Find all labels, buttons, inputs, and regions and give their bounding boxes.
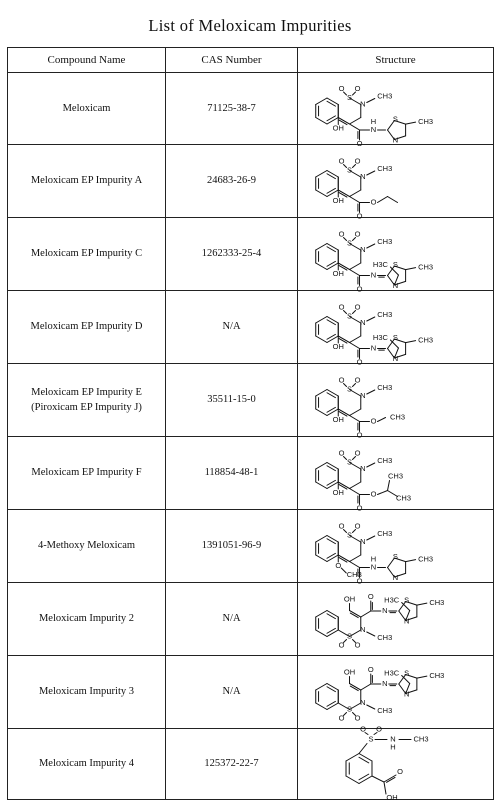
- atom-label: N: [359, 390, 365, 400]
- atom-label: N: [359, 624, 365, 634]
- bond: [405, 122, 415, 124]
- bond: [366, 171, 374, 175]
- chemical-structure-drawing: [301, 439, 491, 512]
- atom-label: N: [359, 317, 365, 327]
- cas-number: 71125-38-7: [207, 102, 256, 114]
- atom-label: O: [354, 639, 360, 649]
- bond: [315, 630, 326, 637]
- atom-label: O: [354, 228, 360, 238]
- bond: [349, 561, 359, 567]
- bond: [349, 488, 359, 494]
- atom-label: H: [370, 553, 376, 563]
- atom-label: S: [346, 456, 352, 466]
- atom-label: O: [356, 429, 362, 439]
- atom-label: N: [370, 561, 376, 571]
- bond: [315, 263, 326, 270]
- compound-name: Meloxicam EP Impurity C: [30, 248, 143, 260]
- atom-label: S: [392, 259, 398, 269]
- bond: [327, 462, 338, 469]
- compound-name-cell: [8, 145, 166, 218]
- cas-number-cell: [166, 291, 298, 364]
- bond: [315, 683, 326, 690]
- impurities-table: [7, 47, 494, 800]
- cas-number-cell: [166, 729, 298, 800]
- compound-name-cell: [8, 656, 166, 729]
- compound-name: Meloxicam EP Impurity E: [31, 386, 142, 398]
- compound-alt-name: (Piroxicam EP Impurity J): [31, 402, 142, 413]
- atom-label: S: [403, 667, 409, 677]
- atom-label: CH3: [376, 705, 392, 715]
- bond: [315, 555, 326, 562]
- bond: [327, 630, 338, 637]
- bond: [315, 170, 326, 177]
- atom-label: OH: [332, 122, 344, 132]
- table-row: [8, 583, 494, 656]
- atom-label: OH: [332, 268, 344, 278]
- atom-label: O: [356, 138, 362, 148]
- chemical-structure-drawing: [301, 366, 491, 439]
- cas-number-cell: [166, 364, 298, 437]
- atom-label: O: [338, 228, 344, 238]
- atom-label: CH3: [428, 670, 444, 680]
- cas-number: 24683-26-9: [207, 175, 256, 187]
- bond: [416, 603, 426, 605]
- bond: [366, 705, 374, 709]
- bond: [349, 190, 360, 197]
- table-row: [8, 729, 494, 800]
- column-header-cas-number: CAS Number: [166, 48, 298, 73]
- bond: [405, 340, 415, 342]
- atom-label: N: [403, 615, 409, 625]
- structure-cell: [298, 145, 494, 218]
- bond: [315, 610, 326, 617]
- cas-number-cell: [166, 437, 298, 510]
- atom-label: H: [389, 741, 396, 751]
- atom-label: O: [338, 301, 344, 311]
- atom-label: O: [338, 712, 344, 722]
- atom-label: O: [359, 723, 366, 733]
- table-row: [8, 510, 494, 583]
- atom-label: O: [354, 374, 360, 384]
- compound-name: Meloxicam Impurity 2: [38, 613, 135, 625]
- atom-label: OH: [332, 195, 344, 205]
- structure-cell: [298, 218, 494, 291]
- structure-cell: [298, 73, 494, 148]
- cas-number-cell: [166, 73, 298, 145]
- bond: [315, 117, 326, 124]
- atom-label: H3C: [372, 259, 388, 269]
- atom-label: CH3: [417, 554, 433, 564]
- atom-label: CH3: [376, 309, 392, 319]
- compound-name-cell: [8, 437, 166, 510]
- bond: [327, 683, 338, 690]
- bond: [327, 98, 338, 105]
- compound-name: Meloxicam: [62, 102, 111, 114]
- cas-number: 1262333-25-4: [201, 248, 262, 260]
- bond: [327, 703, 338, 710]
- bond: [315, 535, 326, 542]
- bond: [366, 244, 374, 248]
- atom-label: S: [392, 113, 398, 123]
- atom-label: N: [359, 98, 365, 108]
- page-title: List of Meloxicam Impurities: [148, 16, 352, 35]
- table-row: [8, 73, 494, 145]
- atom-label: H: [370, 116, 376, 126]
- bond: [377, 196, 387, 202]
- atom-label: O: [370, 196, 376, 206]
- table-row: [8, 437, 494, 510]
- bond: [349, 269, 359, 275]
- compound-name-cell: [8, 364, 166, 437]
- chemical-structure-drawing: [301, 75, 491, 148]
- bond: [377, 417, 385, 421]
- bond: [366, 98, 374, 102]
- atom-label: N: [392, 280, 398, 290]
- compound-name-cell: [8, 218, 166, 291]
- atom-label: N: [392, 572, 398, 582]
- atom-label: CH3: [376, 163, 392, 173]
- atom-label: S: [346, 703, 352, 713]
- atom-label: CH3: [395, 492, 411, 502]
- atom-label: OH: [343, 593, 355, 603]
- structure-cell: [298, 583, 494, 656]
- atom-label: S: [346, 237, 352, 247]
- compound-name: Meloxicam EP Impurity D: [30, 321, 143, 333]
- atom-label: O: [367, 664, 374, 674]
- atom-label: S: [346, 529, 352, 539]
- atom-label: S: [392, 551, 398, 561]
- bond: [315, 389, 326, 396]
- bond: [349, 124, 359, 130]
- bond: [349, 342, 359, 348]
- column-header-structure: Structure: [298, 48, 494, 73]
- compound-name: Meloxicam EP Impurity A: [30, 175, 143, 187]
- atom-label: H3C: [372, 332, 388, 342]
- bond: [327, 243, 338, 250]
- bond: [315, 462, 326, 469]
- atom-label: O: [356, 356, 362, 366]
- atom-label: CH3: [376, 632, 392, 642]
- cas-number: 1391051-96-9: [201, 540, 262, 552]
- atom-label: S: [367, 733, 374, 743]
- bond: [366, 317, 374, 321]
- bond: [315, 190, 326, 197]
- cas-number-cell: [166, 145, 298, 218]
- atom-label: N: [392, 353, 398, 363]
- atom-label: CH3: [417, 335, 433, 345]
- bond: [366, 463, 374, 467]
- bond: [315, 409, 326, 416]
- bond: [349, 482, 360, 489]
- atom-label: O: [370, 415, 376, 425]
- atom-label: O: [338, 374, 344, 384]
- chemical-structure-drawing: [301, 585, 491, 654]
- atom-label: N: [392, 134, 398, 144]
- atom-label: OH: [332, 487, 344, 497]
- bond: [349, 415, 359, 421]
- bond: [327, 389, 338, 396]
- atom-label: O: [354, 447, 360, 457]
- bond: [327, 170, 338, 177]
- compound-name: Meloxicam EP Impurity F: [31, 467, 142, 479]
- cas-number: N/A: [222, 613, 241, 625]
- atom-label: N: [381, 605, 387, 615]
- cas-number: 125372-22-7: [204, 758, 259, 770]
- atom-label: O: [354, 520, 360, 530]
- bond: [349, 336, 360, 343]
- atom-label: S: [346, 92, 352, 102]
- bond: [377, 490, 387, 494]
- atom-label: CH3: [412, 733, 429, 743]
- atom-label: N: [403, 688, 409, 698]
- chemical-structure-drawing: [301, 658, 491, 727]
- cas-number: N/A: [222, 321, 241, 333]
- structure-cell: [298, 291, 494, 364]
- atom-label: CH3: [376, 90, 392, 100]
- bond: [349, 196, 359, 202]
- bond: [416, 676, 426, 678]
- atom-label: CH3: [389, 411, 405, 421]
- table-row: [8, 364, 494, 437]
- atom-label: OH: [343, 666, 355, 676]
- atom-label: H3C: [383, 667, 399, 677]
- bond: [405, 267, 415, 269]
- chemical-structure-drawing: [301, 220, 491, 293]
- atom-label: O: [354, 301, 360, 311]
- structure-cell: [298, 510, 494, 583]
- atom-label: S: [403, 594, 409, 604]
- atom-label: O: [334, 560, 341, 570]
- bond: [346, 776, 359, 784]
- bond: [327, 535, 338, 542]
- bond: [366, 536, 374, 540]
- bond: [383, 775, 395, 782]
- structure-cell: [298, 364, 494, 437]
- bond: [349, 555, 360, 562]
- atom-label: O: [354, 155, 360, 165]
- atom-label: N: [359, 463, 365, 473]
- structure-cell: [298, 723, 494, 800]
- atom-label: CH3: [428, 597, 444, 607]
- atom-label: O: [354, 712, 360, 722]
- atom-label: O: [356, 575, 362, 585]
- compound-name-cell: [8, 291, 166, 364]
- cas-number: 118854-48-1: [204, 467, 259, 479]
- bond: [387, 196, 397, 202]
- column-header-compound-name: Compound Name: [8, 48, 166, 73]
- cas-number: 35511-15-0: [207, 394, 256, 406]
- atom-label: N: [370, 269, 376, 279]
- bond: [360, 684, 370, 690]
- chemical-structure-drawing: [301, 723, 491, 800]
- cas-number-cell: [166, 656, 298, 729]
- table-row: [8, 656, 494, 729]
- cas-number-cell: [166, 583, 298, 656]
- compound-name: Meloxicam Impurity 4: [38, 758, 135, 770]
- bond: [315, 482, 326, 489]
- bond: [405, 559, 415, 561]
- atom-label: N: [370, 342, 376, 352]
- atom-label: CH3: [376, 528, 392, 538]
- bond: [315, 336, 326, 343]
- bond: [349, 117, 360, 124]
- atom-label: O: [338, 155, 344, 165]
- cas-number-cell: [166, 218, 298, 291]
- bond: [360, 611, 370, 617]
- bond: [366, 390, 374, 394]
- atom-label: O: [396, 766, 403, 776]
- table-row: [8, 218, 494, 291]
- bond: [371, 776, 383, 782]
- atom-label: O: [338, 83, 344, 93]
- atom-label: O: [338, 447, 344, 457]
- atom-label: N: [370, 124, 376, 134]
- atom-label: S: [346, 164, 352, 174]
- bond: [341, 568, 346, 573]
- compound-name-cell: [8, 510, 166, 583]
- bond: [346, 753, 359, 761]
- atom-label: O: [356, 283, 362, 293]
- atom-label: OH: [385, 792, 398, 800]
- bond: [366, 632, 374, 636]
- bond: [327, 610, 338, 617]
- atom-label: O: [370, 488, 376, 498]
- atom-label: N: [389, 733, 396, 743]
- cas-number-cell: [166, 510, 298, 583]
- compound-name: 4-Methoxy Meloxicam: [37, 540, 136, 552]
- structure-cell: [298, 656, 494, 729]
- atom-label: N: [359, 536, 365, 546]
- bond: [315, 98, 326, 105]
- atom-label: O: [375, 723, 382, 733]
- bond: [327, 316, 338, 323]
- atom-label: O: [356, 502, 362, 512]
- atom-label: O: [338, 639, 344, 649]
- atom-label: H3C: [383, 594, 399, 604]
- atom-label: N: [359, 171, 365, 181]
- bond: [359, 743, 367, 753]
- cas-number: N/A: [222, 686, 241, 698]
- atom-label: CH3: [376, 455, 392, 465]
- compound-name-cell: [8, 583, 166, 656]
- table-header-row: [8, 48, 494, 73]
- compound-name: Meloxicam Impurity 3: [38, 686, 135, 698]
- atom-label: CH3: [417, 116, 433, 126]
- atom-label: O: [367, 591, 374, 601]
- structure-cell: [298, 437, 494, 510]
- atom-label: CH3: [376, 382, 392, 392]
- atom-label: O: [354, 83, 360, 93]
- atom-label: CH3: [387, 470, 403, 480]
- chemical-structure-drawing: [301, 512, 491, 585]
- chemical-structure-drawing: [301, 147, 491, 220]
- atom-label: OH: [332, 341, 344, 351]
- atom-label: S: [346, 310, 352, 320]
- compound-name-cell: [8, 729, 166, 800]
- atom-label: O: [338, 520, 344, 530]
- atom-label: CH3: [376, 236, 392, 246]
- atom-label: CH3: [417, 262, 433, 272]
- table-row: [8, 145, 494, 218]
- bond: [315, 703, 326, 710]
- atom-label: N: [381, 678, 387, 688]
- table-row: [8, 291, 494, 364]
- atom-label: S: [346, 630, 352, 640]
- atom-label: S: [346, 383, 352, 393]
- bond: [387, 480, 389, 490]
- atom-label: O: [356, 210, 362, 220]
- chemical-structure-drawing: [301, 293, 491, 366]
- compound-name-cell: [8, 73, 166, 145]
- bond: [315, 243, 326, 250]
- bond: [315, 316, 326, 323]
- atom-label: N: [359, 244, 365, 254]
- atom-label: N: [359, 697, 365, 707]
- atom-label: OH: [332, 414, 344, 424]
- atom-label: S: [392, 332, 398, 342]
- bond: [359, 776, 372, 784]
- bond: [359, 753, 372, 761]
- bond: [349, 263, 360, 270]
- atom-label: CH3: [346, 569, 362, 579]
- bond: [349, 409, 360, 416]
